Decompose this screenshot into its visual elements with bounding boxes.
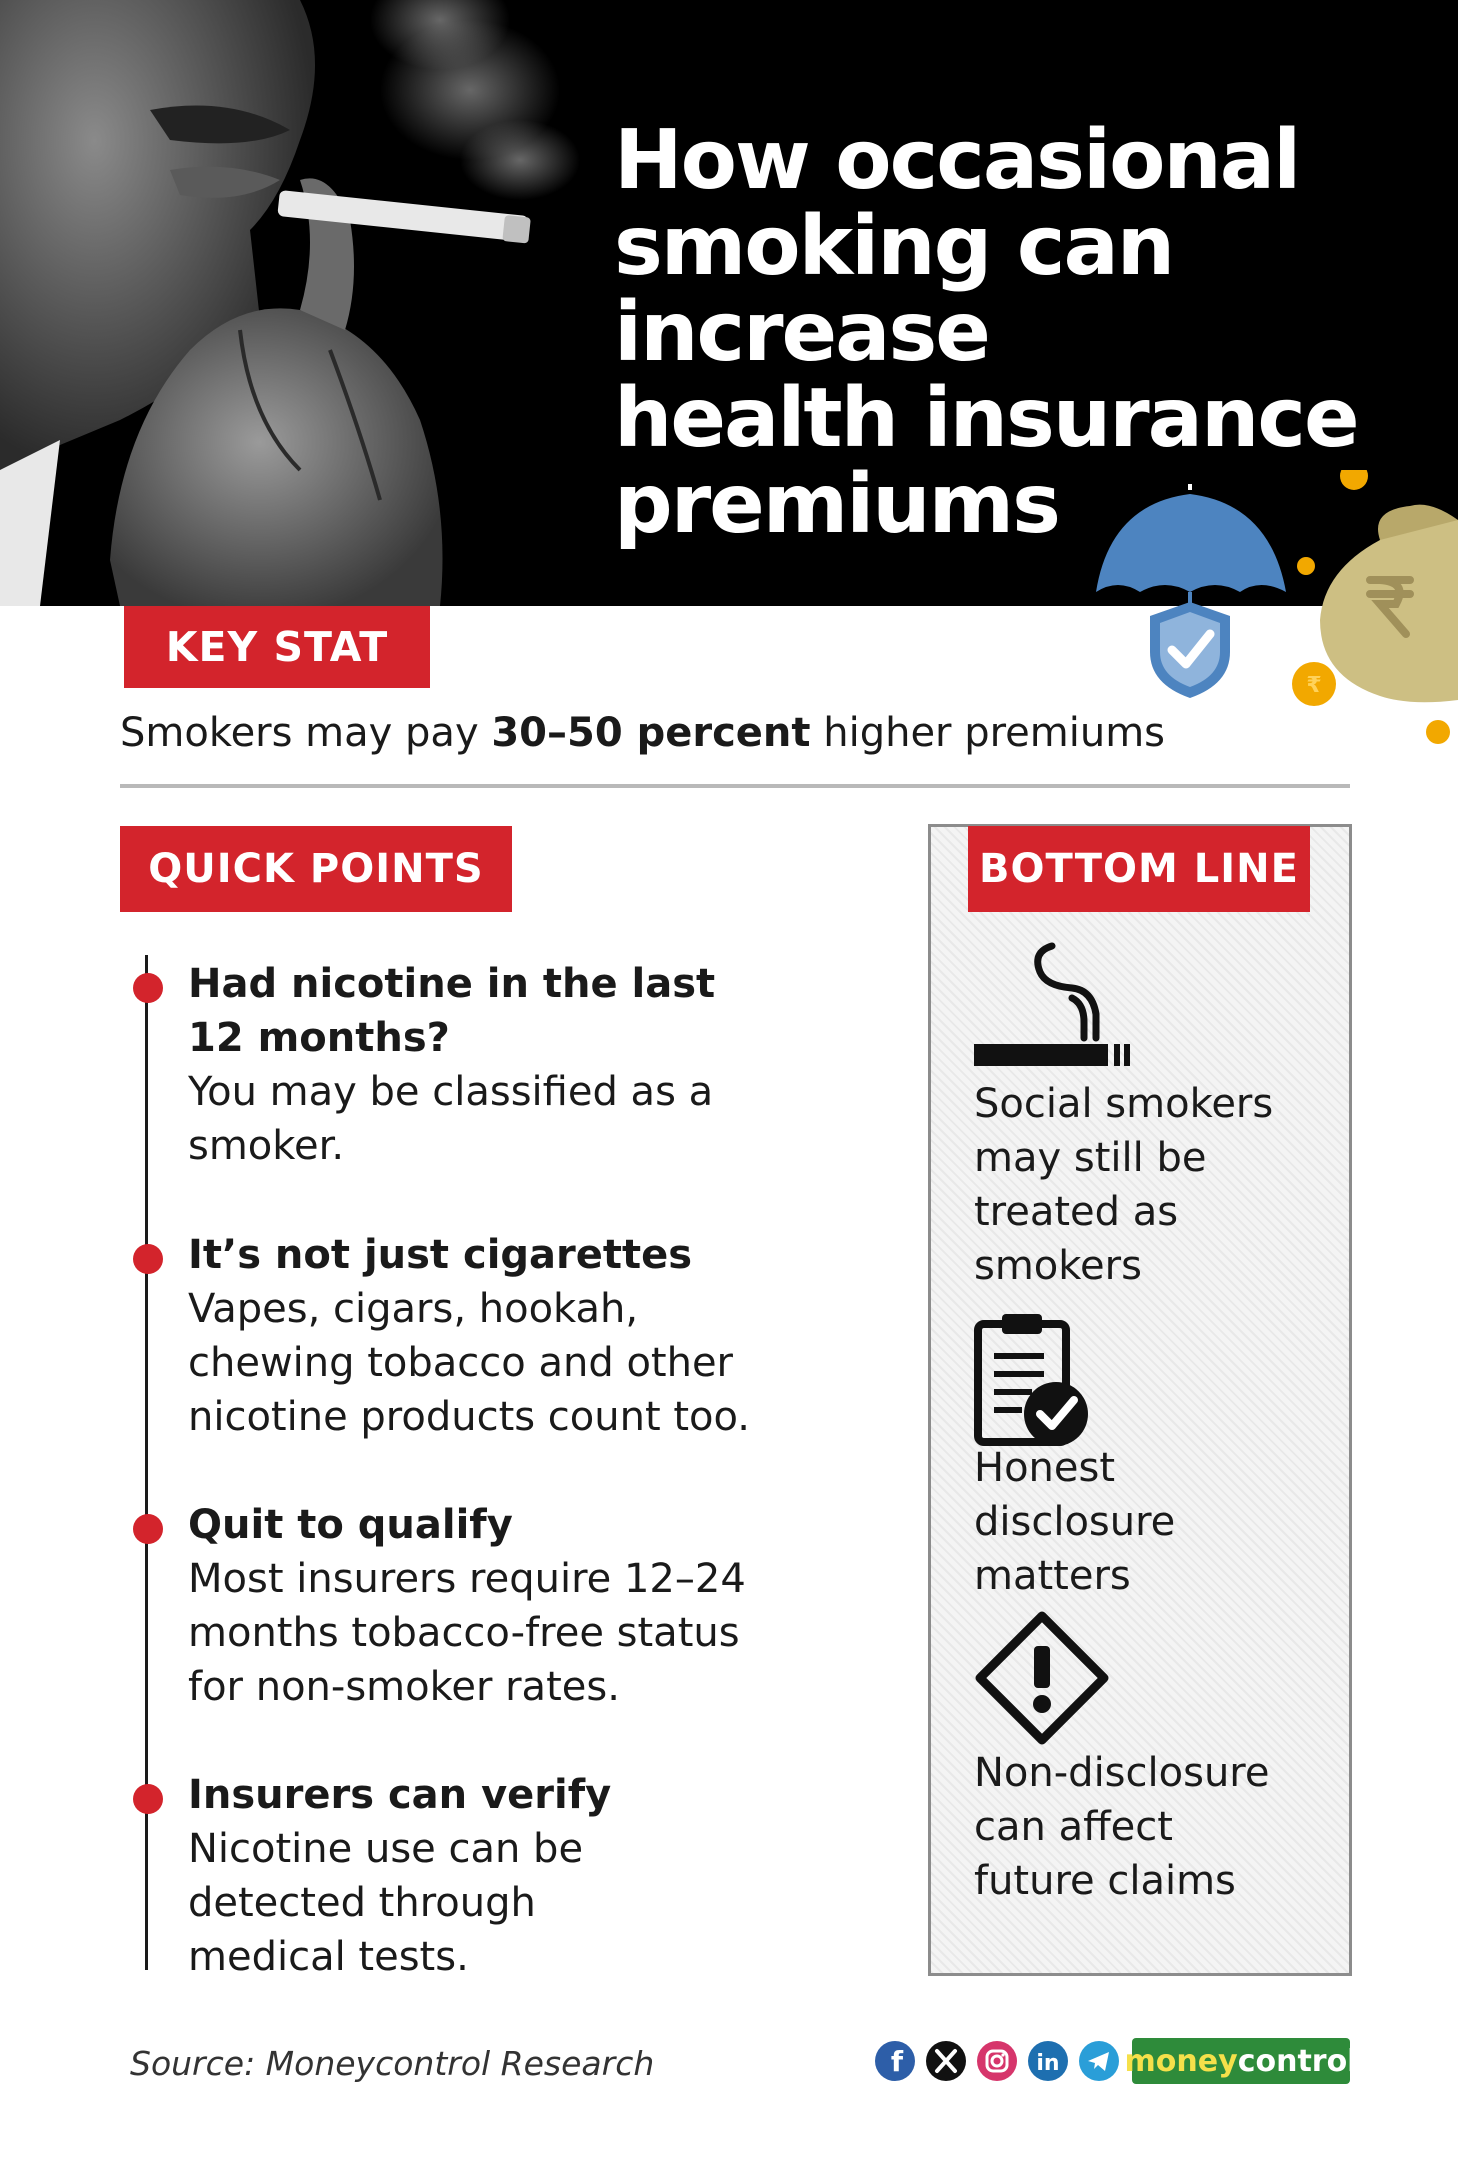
point-heading: Insurers can verify <box>188 1772 612 1818</box>
bullet-dot <box>133 1514 163 1544</box>
point-heading: Quit to qualify <box>188 1502 513 1548</box>
coin-icon <box>1426 720 1450 744</box>
section-divider <box>120 784 1350 788</box>
bottom-line-text-line: Social smokers <box>974 1081 1274 1127</box>
brand-part-money: money <box>1124 2043 1238 2079</box>
point-heading: 12 months? <box>188 1015 450 1061</box>
instagram-icon[interactable] <box>976 2040 1018 2082</box>
svg-text:f: f <box>890 2045 904 2078</box>
source-credit: Source: Moneycontrol Research <box>130 2044 655 2083</box>
bottom-line-text-line: may still be <box>974 1135 1207 1181</box>
svg-text:₹: ₹ <box>1306 673 1322 698</box>
point-body: detected through <box>188 1880 536 1926</box>
shield-check-icon <box>1150 602 1230 698</box>
point-body: smoker. <box>188 1123 345 1169</box>
bottom-line-text-line: disclosure <box>974 1499 1176 1545</box>
coin-icon <box>1297 557 1315 575</box>
point-heading: It’s not just cigarettes <box>188 1232 693 1278</box>
bottom-line-text-line: can affect <box>974 1804 1173 1850</box>
bullet-dot <box>133 1244 163 1274</box>
bottom-line-text-line: smokers <box>974 1243 1142 1289</box>
bottom-line-text-line: future claims <box>974 1858 1236 1904</box>
bullet-dot <box>133 973 163 1003</box>
brand-part-control: control <box>1237 2043 1358 2079</box>
bottom-line-text <box>974 1077 1334 1293</box>
smoker-photo <box>0 0 640 606</box>
cigarette-smoke-icon <box>972 938 1142 1068</box>
point-body: months tobacco-free status <box>188 1610 740 1656</box>
point-body: for non-smoker rates. <box>188 1664 620 1710</box>
facebook-icon[interactable] <box>874 2040 916 2082</box>
quick-point-item <box>130 1498 850 1714</box>
point-body: You may be classified as a <box>188 1069 714 1115</box>
coin-icon <box>1340 470 1368 490</box>
umbrella-icon <box>1096 484 1286 620</box>
key-stat-label: KEY STAT <box>124 606 430 688</box>
bottom-line-text-line: matters <box>974 1553 1131 1599</box>
point-body: Most insurers require 12–24 <box>188 1556 746 1602</box>
title-line: increase <box>614 285 989 380</box>
bottom-line-text-line: Honest <box>974 1445 1116 1491</box>
moneycontrol-logo[interactable] <box>1124 2038 1358 2084</box>
svg-text:in: in <box>1036 2051 1060 2076</box>
title-line: How occasional <box>614 113 1300 208</box>
bottom-line-text-line: Non-disclosure <box>974 1750 1270 1796</box>
bottom-line-text <box>974 1746 1334 1908</box>
bottom-line-label: BOTTOM LINE <box>968 826 1310 912</box>
title-line: health insurance <box>614 371 1358 466</box>
bottom-line-text-line: treated as <box>974 1189 1179 1235</box>
quick-points-label: QUICK POINTS <box>120 826 512 912</box>
quick-point-item <box>130 1228 850 1444</box>
telegram-icon[interactable] <box>1078 2040 1120 2082</box>
title-line: premiums <box>614 457 1059 552</box>
point-body: Vapes, cigars, hookah, <box>188 1286 639 1332</box>
money-bag-icon <box>1320 505 1458 703</box>
point-body: nicotine products count too. <box>188 1394 751 1440</box>
key-stat-text-before: Smokers may pay <box>120 710 492 756</box>
clipboard-check-icon <box>972 1310 1092 1450</box>
key-stat-text-after: higher premiums <box>810 710 1166 756</box>
point-body: medical tests. <box>188 1934 469 1980</box>
title-line: smoking can <box>614 199 1174 294</box>
point-heading: Had nicotine in the last <box>188 961 716 1007</box>
point-body: chewing tobacco and other <box>188 1340 733 1386</box>
warning-diamond-icon <box>974 1610 1110 1746</box>
bullet-dot <box>133 1784 163 1814</box>
key-stat-highlight: 30–50 percent <box>491 710 811 756</box>
point-body: Nicotine use can be <box>188 1826 584 1872</box>
x-icon[interactable] <box>925 2040 967 2082</box>
quick-point-item <box>130 957 850 1173</box>
quick-point-item <box>130 1768 850 1984</box>
bottom-line-text <box>974 1441 1334 1603</box>
key-stat-text <box>120 705 1340 761</box>
linkedin-icon[interactable] <box>1027 2040 1069 2082</box>
